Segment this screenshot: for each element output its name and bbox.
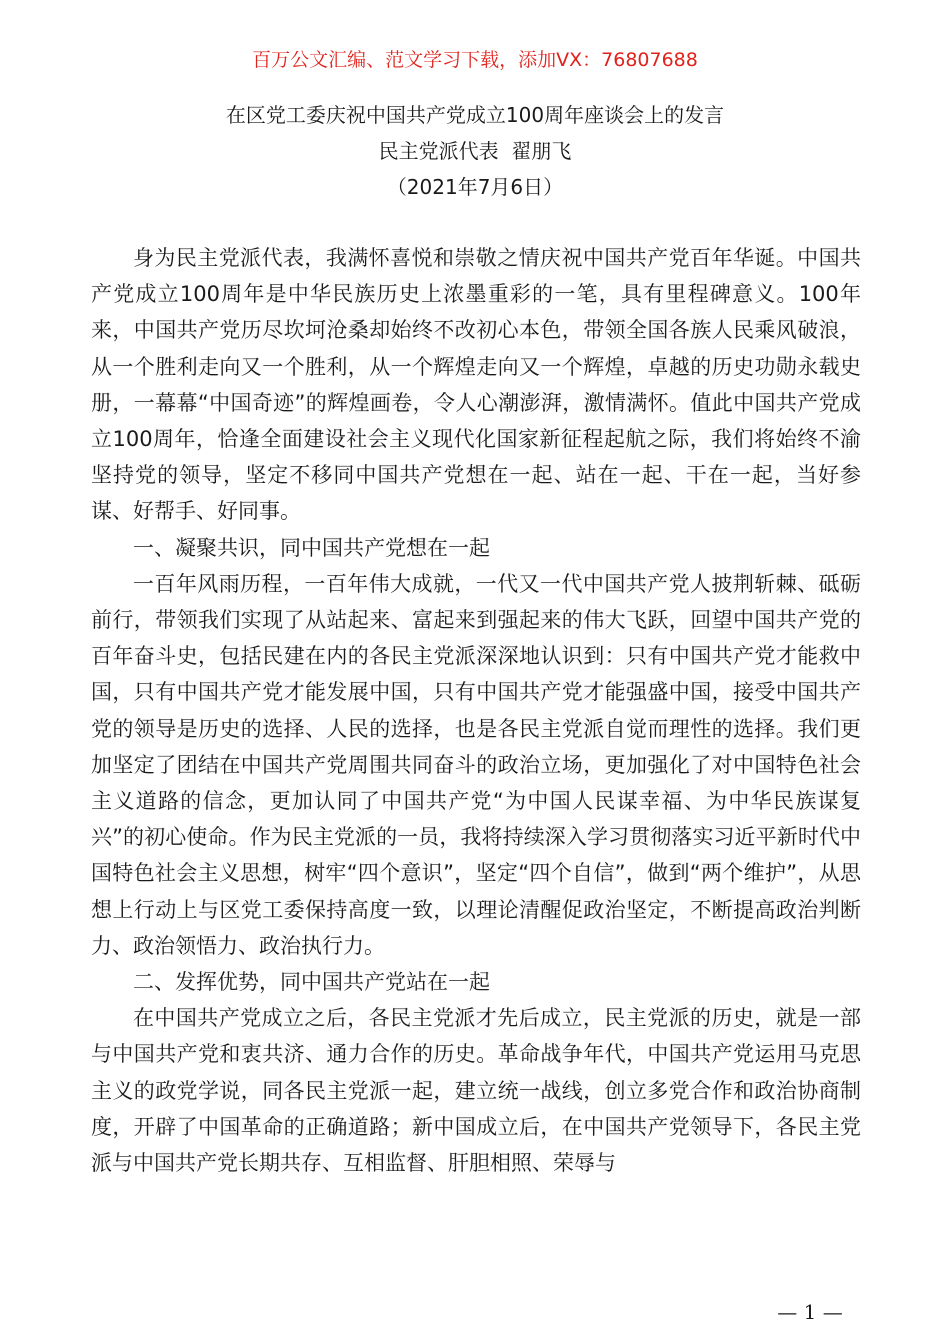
paragraph-section-1: 一百年风雨历程，一百年伟大成就，一代又一代中国共产党人披荆斩棘、砥砺前行，带领我们实现了从站起来、富起来到强起来的伟大飞跃，回望中国共产党的百年奋斗史，包括民建在内的各民主党派深深地认识到：只有中国共产党才能救中国，只有中国共产党才能发展中国，只有中国共产党才能强盛中国，接受中国共产党的领导是历史的选择、人民的选择，也是各民主党派自觉而理性的选择。我们更加坚定了团结在中国共产党周围共同奋斗的政治立场，更加强化了对中国特色社会主义道路的信念，更加认同了中国共产党“为中国人民谋幸福、为中华民族谋复兴”的初心使命。作为民主党派的一员，我将持续深入学习贯彻落实习近平新时代中国特色社会主义思想，树牢“四个意识”，坚定“四个自信”，做到“两个维护”，从思想上行动上与区党工委保持高度一致，以理论清醒促政治坚定，不断提高政治判断力、政治领悟力、政治执行力。 [91, 571, 861, 958]
speaker-line: 民主党派代表 翟朋飞 [378, 139, 572, 163]
section-heading-1: 一、凝聚共识，同中国共产党想在一起 [133, 535, 490, 560]
section-heading-2: 二、发挥优势，同中国共产党站在一起 [133, 970, 490, 995]
page-number: — 1 — [777, 1300, 843, 1324]
document-header [0, 97, 950, 205]
document-date: （2021年7月6日） [386, 175, 564, 199]
watermark-banner: 百万公文汇编、范文学习下载，添加VX：76807688 [252, 49, 698, 71]
document-body [91, 240, 861, 1181]
paragraph-intro: 身为民主党派代表，我满怀喜悦和崇敬之情庆祝中国共产党百年华诞。中国共产党成立100周年是中华民族历史上浓墨重彩的一笔，具有里程碑意义。100年来，中国共产党历尽坎坷沧桑却始终不改初心本色，带领全国各族人民乘风破浪，从一个胜利走向又一个胜利，从一个辉煌走向又一个辉煌，卓越的历史功勋永载史册，一幕幕“中国奇迹”的辉煌画卷，令人心潮澎湃，激情满怀。值此中国共产党成立100周年，恰逢全面建设社会主义现代化国家新征程起航之际，我们将始终不渝坚持党的领导，坚定不移同中国共产党想在一起、站在一起、干在一起，当好参谋、好帮手、好同事。 [91, 246, 861, 524]
document-title: 在区党工委庆祝中国共产党成立100周年座谈会上的发言 [225, 103, 725, 127]
paragraph-section-2: 在中国共产党成立之后，各民主党派才先后成立，民主党派的历史，就是一部与中国共产党和衷共济、通力合作的历史。革命战争年代，中国共产党运用马克思主义的政党学说，同各民主党派一起，建立统一战线，创立多党合作和政治协商制度，开辟了中国革命的正确道路；新中国成立后，在中国共产党领导下，各民主党派与中国共产党长期共存、互相监督、肝胆相照、荣辱与 [91, 1006, 861, 1176]
